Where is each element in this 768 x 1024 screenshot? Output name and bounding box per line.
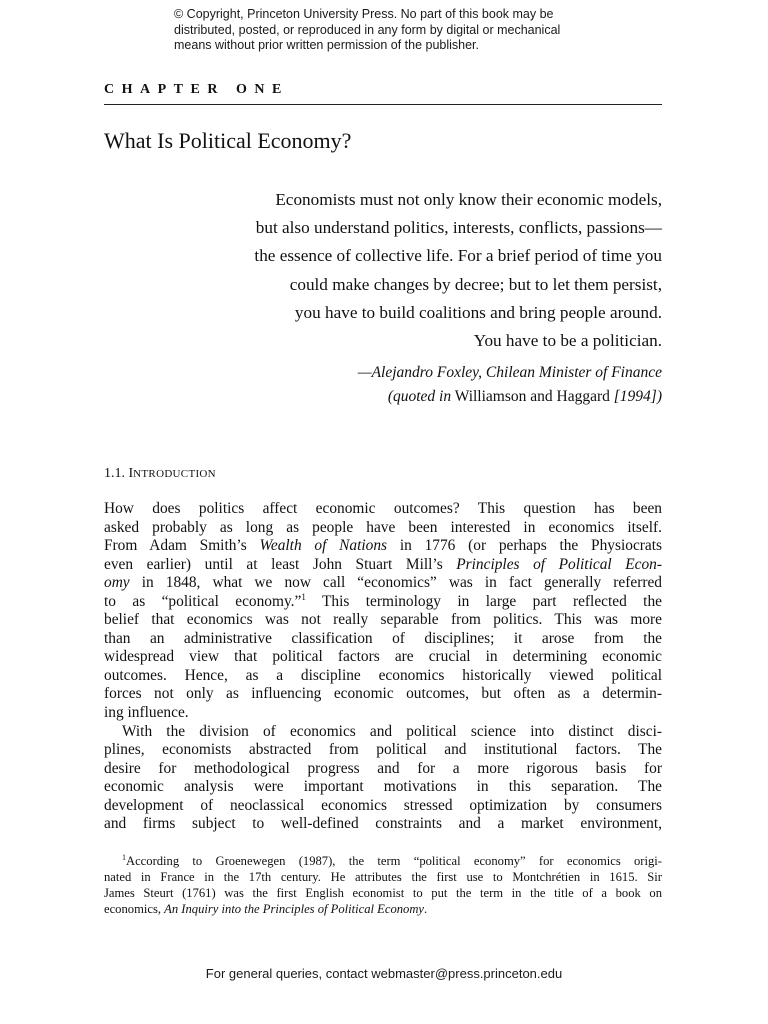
body-text-run: to as “political economy.” bbox=[104, 592, 302, 610]
book-title: omy bbox=[104, 574, 130, 592]
epigraph bbox=[160, 186, 662, 355]
body-line: than an administrative classification of disciplines; it arose from the bbox=[104, 629, 662, 647]
footnote bbox=[104, 853, 662, 917]
section-number: 1.1. bbox=[104, 466, 129, 481]
body-text-run: From Adam Smith’s bbox=[104, 537, 260, 555]
body-line: asked probably as long as people have been interested in economics itself. bbox=[104, 518, 662, 536]
footnote-text-run: According to Groenewegen (1987), the term “political economy” for economics origi- bbox=[126, 854, 662, 868]
footer-contact: For general queries, contact webmaster@press.princeton.edu bbox=[205, 966, 563, 981]
epigraph-line: the essence of collective life. For a brief period of time you bbox=[254, 246, 662, 266]
footnote-line bbox=[104, 853, 662, 869]
attribution-author: —Alejandro Foxley, Chilean Minister of Finance bbox=[357, 364, 662, 381]
body-line: and firms subject to well-defined constraints and a market environment, bbox=[104, 815, 662, 833]
footnote-line: nated in France in the 17th century. He attributes the first use to Montchrétien in 1615. Sir bbox=[104, 870, 662, 884]
footnote-marker[interactable]: 1 bbox=[301, 591, 306, 602]
book-title: Principles of Political Econ- bbox=[456, 555, 662, 573]
copyright-line: means without prior written permission of the publisher. bbox=[174, 38, 480, 52]
body-text-run: This terminology in large part reflected the bbox=[305, 592, 662, 610]
footnote-line: James Steurt (1761) was the first English economist to put the term in the title of a book on bbox=[104, 886, 662, 900]
body-line bbox=[104, 593, 662, 612]
footnote-text-run: . bbox=[424, 902, 428, 916]
section-title-rest: NTRODUCTION bbox=[133, 468, 216, 480]
footnote-number: 1 bbox=[122, 853, 126, 862]
epigraph-line: Economists must not only know their economic models, bbox=[275, 190, 662, 209]
body-line: plines, economists abstracted from political and institutional factors. The bbox=[104, 741, 662, 759]
body-line bbox=[104, 537, 662, 556]
body-line: economic analysis were important motivations in this separation. The bbox=[104, 778, 662, 796]
footnote-line bbox=[104, 901, 662, 917]
epigraph-line: you have to build coalitions and bring people around. bbox=[294, 302, 662, 322]
chapter-divider bbox=[104, 104, 662, 105]
attribution-source bbox=[160, 385, 662, 409]
body-line bbox=[104, 574, 662, 593]
copyright-line: distributed, posted, or reproduced in any form by digital or mechanical bbox=[174, 22, 561, 37]
epigraph-line: but also understand politics, interests, conflicts, passions— bbox=[255, 218, 662, 238]
epigraph-line: could make changes by decree; but to let them persist, bbox=[289, 274, 662, 294]
book-title: Wealth of Nations bbox=[259, 537, 388, 555]
body-line: How does politics affect economic outcomes? This question has been bbox=[104, 500, 662, 517]
body-text-run: in 1848, what we now call “economics” was in fact generally referred bbox=[129, 574, 662, 592]
attribution-quoted-in: (quoted in bbox=[387, 388, 452, 405]
body-line: development of neoclassical economics stressed optimization by consumers bbox=[104, 796, 662, 814]
chapter-label: CHAPTER ONE bbox=[104, 82, 289, 97]
epigraph-line: You have to be a politician. bbox=[473, 331, 662, 351]
copyright-line: © Copyright, Princeton University Press. No part of this book may be bbox=[174, 7, 554, 21]
body-line: outcomes. Hence, as a discipline economics historically viewed political bbox=[104, 666, 662, 684]
body-line: belief that economics was not really separable from politics. This was more bbox=[104, 611, 662, 629]
chapter-title: What Is Political Economy? bbox=[104, 128, 352, 153]
body-text-run: in 1776 (or perhaps the Physiocrats bbox=[387, 537, 662, 555]
body-line: widespread view that political factors are crucial in determining economic bbox=[104, 648, 662, 666]
book-title: An Inquiry into the Principles of Political Economy bbox=[164, 902, 425, 916]
body-line: forces not only as influencing economic outcomes, but often as a determin- bbox=[104, 685, 662, 703]
epigraph-attribution bbox=[160, 361, 662, 409]
copyright-notice bbox=[174, 7, 644, 54]
attribution-names: Williamson and Haggard bbox=[451, 388, 614, 405]
body-text-run: even earlier) until at least John Stuart Mill’s bbox=[104, 555, 457, 573]
footnote-text-run: economics, bbox=[104, 902, 165, 916]
section-heading bbox=[104, 466, 216, 482]
body-line: ing influence. bbox=[104, 704, 189, 722]
body-line: With the division of economics and political science into distinct disci- bbox=[122, 722, 662, 740]
attribution-year: [1994]) bbox=[613, 388, 662, 405]
section-title-initial: I bbox=[128, 466, 134, 481]
body-line bbox=[104, 556, 662, 575]
body-line: desire for methodological progress and for a more rigorous basis for bbox=[104, 759, 662, 777]
body-text bbox=[104, 500, 662, 834]
